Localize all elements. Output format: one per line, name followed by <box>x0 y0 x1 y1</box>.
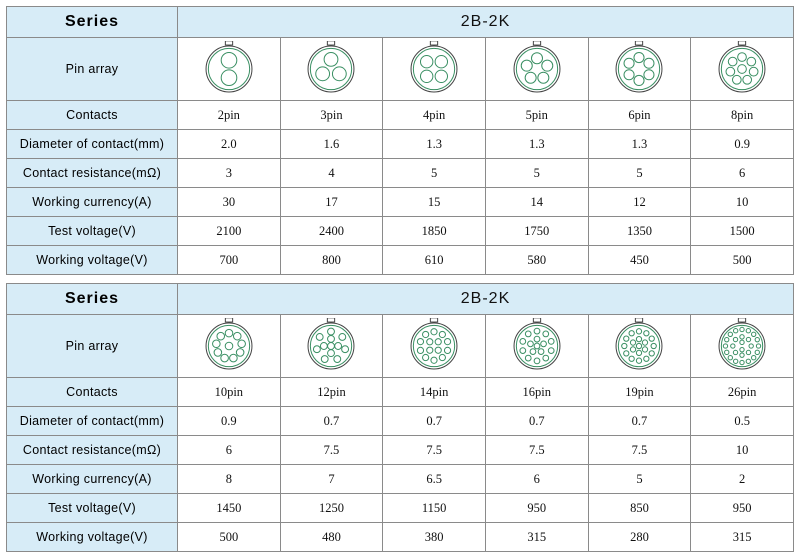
pin-array-cell <box>588 315 691 378</box>
table-cell: 4 <box>280 159 383 188</box>
row-label: Contacts <box>7 378 178 407</box>
table-row <box>7 494 794 523</box>
table-row <box>7 246 794 275</box>
row-label: Diameter of contact(mm) <box>7 407 178 436</box>
series-row <box>7 284 794 315</box>
row-label: Working currency(A) <box>7 188 178 217</box>
table-cell: 1750 <box>485 217 588 246</box>
connector-6pin-icon <box>589 38 691 100</box>
table-cell: 10pin <box>178 378 281 407</box>
pin-array-row <box>7 315 794 378</box>
table-row <box>7 465 794 494</box>
table-cell: 26pin <box>691 378 794 407</box>
pin-array-cell <box>383 315 486 378</box>
table-cell: 1500 <box>691 217 794 246</box>
table-cell: 0.7 <box>383 407 486 436</box>
pin-array-cell <box>691 38 794 101</box>
row-label: Working currency(A) <box>7 465 178 494</box>
row-label: Contact resistance(mΩ) <box>7 436 178 465</box>
table-row <box>7 523 794 552</box>
pin-array-cell <box>383 38 486 101</box>
table-cell: 700 <box>178 246 281 275</box>
pin-array-label: Pin array <box>7 315 178 378</box>
row-label: Working voltage(V) <box>7 523 178 552</box>
table-cell: 0.5 <box>691 407 794 436</box>
row-label: Test voltage(V) <box>7 217 178 246</box>
table-cell: 800 <box>280 246 383 275</box>
table-cell: 14 <box>485 188 588 217</box>
table-cell: 5pin <box>485 101 588 130</box>
table-cell: 0.7 <box>280 407 383 436</box>
table-row <box>7 436 794 465</box>
table-cell: 450 <box>588 246 691 275</box>
table-cell: 380 <box>383 523 486 552</box>
series-label: Series <box>7 7 178 38</box>
spec-table-1 <box>6 6 794 275</box>
connector-5pin-icon <box>486 38 588 100</box>
pin-array-cell <box>485 38 588 101</box>
series-label: Series <box>7 284 178 315</box>
row-label: Test voltage(V) <box>7 494 178 523</box>
connector-16pin-icon <box>486 315 588 377</box>
table-cell: 315 <box>691 523 794 552</box>
table-cell: 5 <box>383 159 486 188</box>
spec-table-2 <box>6 283 794 552</box>
table-row <box>7 407 794 436</box>
table-cell: 0.9 <box>691 130 794 159</box>
pin-array-cell <box>280 315 383 378</box>
table-cell: 7.5 <box>280 436 383 465</box>
connector-10pin-icon <box>178 315 280 377</box>
table-cell: 2 <box>691 465 794 494</box>
table-cell: 480 <box>280 523 383 552</box>
table-row <box>7 159 794 188</box>
row-label: Diameter of contact(mm) <box>7 130 178 159</box>
table-cell: 1850 <box>383 217 486 246</box>
connector-26pin-icon <box>691 315 793 377</box>
connector-4pin-icon <box>383 38 485 100</box>
table-cell: 280 <box>588 523 691 552</box>
table-cell: 6 <box>178 436 281 465</box>
table-cell: 950 <box>691 494 794 523</box>
connector-12pin-icon <box>281 315 383 377</box>
table-cell: 16pin <box>485 378 588 407</box>
pin-array-label: Pin array <box>7 38 178 101</box>
table-cell: 5 <box>588 465 691 494</box>
table-cell: 2.0 <box>178 130 281 159</box>
table-cell: 5 <box>485 159 588 188</box>
table-row <box>7 101 794 130</box>
table-cell: 8 <box>178 465 281 494</box>
table-cell: 17 <box>280 188 383 217</box>
row-label: Working voltage(V) <box>7 246 178 275</box>
table-cell: 850 <box>588 494 691 523</box>
table-cell: 580 <box>485 246 588 275</box>
table-cell: 7.5 <box>588 436 691 465</box>
table-cell: 1250 <box>280 494 383 523</box>
table-cell: 30 <box>178 188 281 217</box>
table-cell: 7.5 <box>485 436 588 465</box>
table-cell: 7.5 <box>383 436 486 465</box>
table-cell: 3pin <box>280 101 383 130</box>
table-cell: 8pin <box>691 101 794 130</box>
table-row <box>7 130 794 159</box>
table-cell: 0.7 <box>485 407 588 436</box>
table-row <box>7 378 794 407</box>
table-cell: 5 <box>588 159 691 188</box>
table-cell: 6 <box>485 465 588 494</box>
table-row <box>7 217 794 246</box>
table-cell: 12pin <box>280 378 383 407</box>
pin-array-cell <box>691 315 794 378</box>
pin-array-row <box>7 38 794 101</box>
table-cell: 15 <box>383 188 486 217</box>
table-cell: 0.9 <box>178 407 281 436</box>
table-cell: 6.5 <box>383 465 486 494</box>
table-cell: 6pin <box>588 101 691 130</box>
row-label: Contact resistance(mΩ) <box>7 159 178 188</box>
table-cell: 14pin <box>383 378 486 407</box>
series-value: 2B-2K <box>178 7 794 38</box>
pin-array-cell <box>178 38 281 101</box>
table-cell: 2pin <box>178 101 281 130</box>
table-row <box>7 188 794 217</box>
table-cell: 315 <box>485 523 588 552</box>
table-cell: 19pin <box>588 378 691 407</box>
series-row <box>7 7 794 38</box>
connector-19pin-icon <box>589 315 691 377</box>
table-cell: 4pin <box>383 101 486 130</box>
connector-3pin-icon <box>281 38 383 100</box>
table-cell: 1.3 <box>383 130 486 159</box>
table-cell: 10 <box>691 188 794 217</box>
table-cell: 1.3 <box>485 130 588 159</box>
pin-array-cell <box>178 315 281 378</box>
table-cell: 2100 <box>178 217 281 246</box>
connector-8pin-icon <box>691 38 793 100</box>
table-cell: 12 <box>588 188 691 217</box>
table-cell: 2400 <box>280 217 383 246</box>
table-cell: 7 <box>280 465 383 494</box>
pin-array-cell <box>280 38 383 101</box>
table-cell: 610 <box>383 246 486 275</box>
table-cell: 1.3 <box>588 130 691 159</box>
table-cell: 1450 <box>178 494 281 523</box>
connector-2pin-icon <box>178 38 280 100</box>
connector-14pin-icon <box>383 315 485 377</box>
table-cell: 3 <box>178 159 281 188</box>
table-cell: 0.7 <box>588 407 691 436</box>
table-cell: 500 <box>178 523 281 552</box>
series-value: 2B-2K <box>178 284 794 315</box>
row-label: Contacts <box>7 101 178 130</box>
table-cell: 1150 <box>383 494 486 523</box>
pin-array-cell <box>485 315 588 378</box>
table-cell: 10 <box>691 436 794 465</box>
pin-array-cell <box>588 38 691 101</box>
table-cell: 1.6 <box>280 130 383 159</box>
table-cell: 950 <box>485 494 588 523</box>
table-cell: 1350 <box>588 217 691 246</box>
table-cell: 6 <box>691 159 794 188</box>
table-cell: 500 <box>691 246 794 275</box>
